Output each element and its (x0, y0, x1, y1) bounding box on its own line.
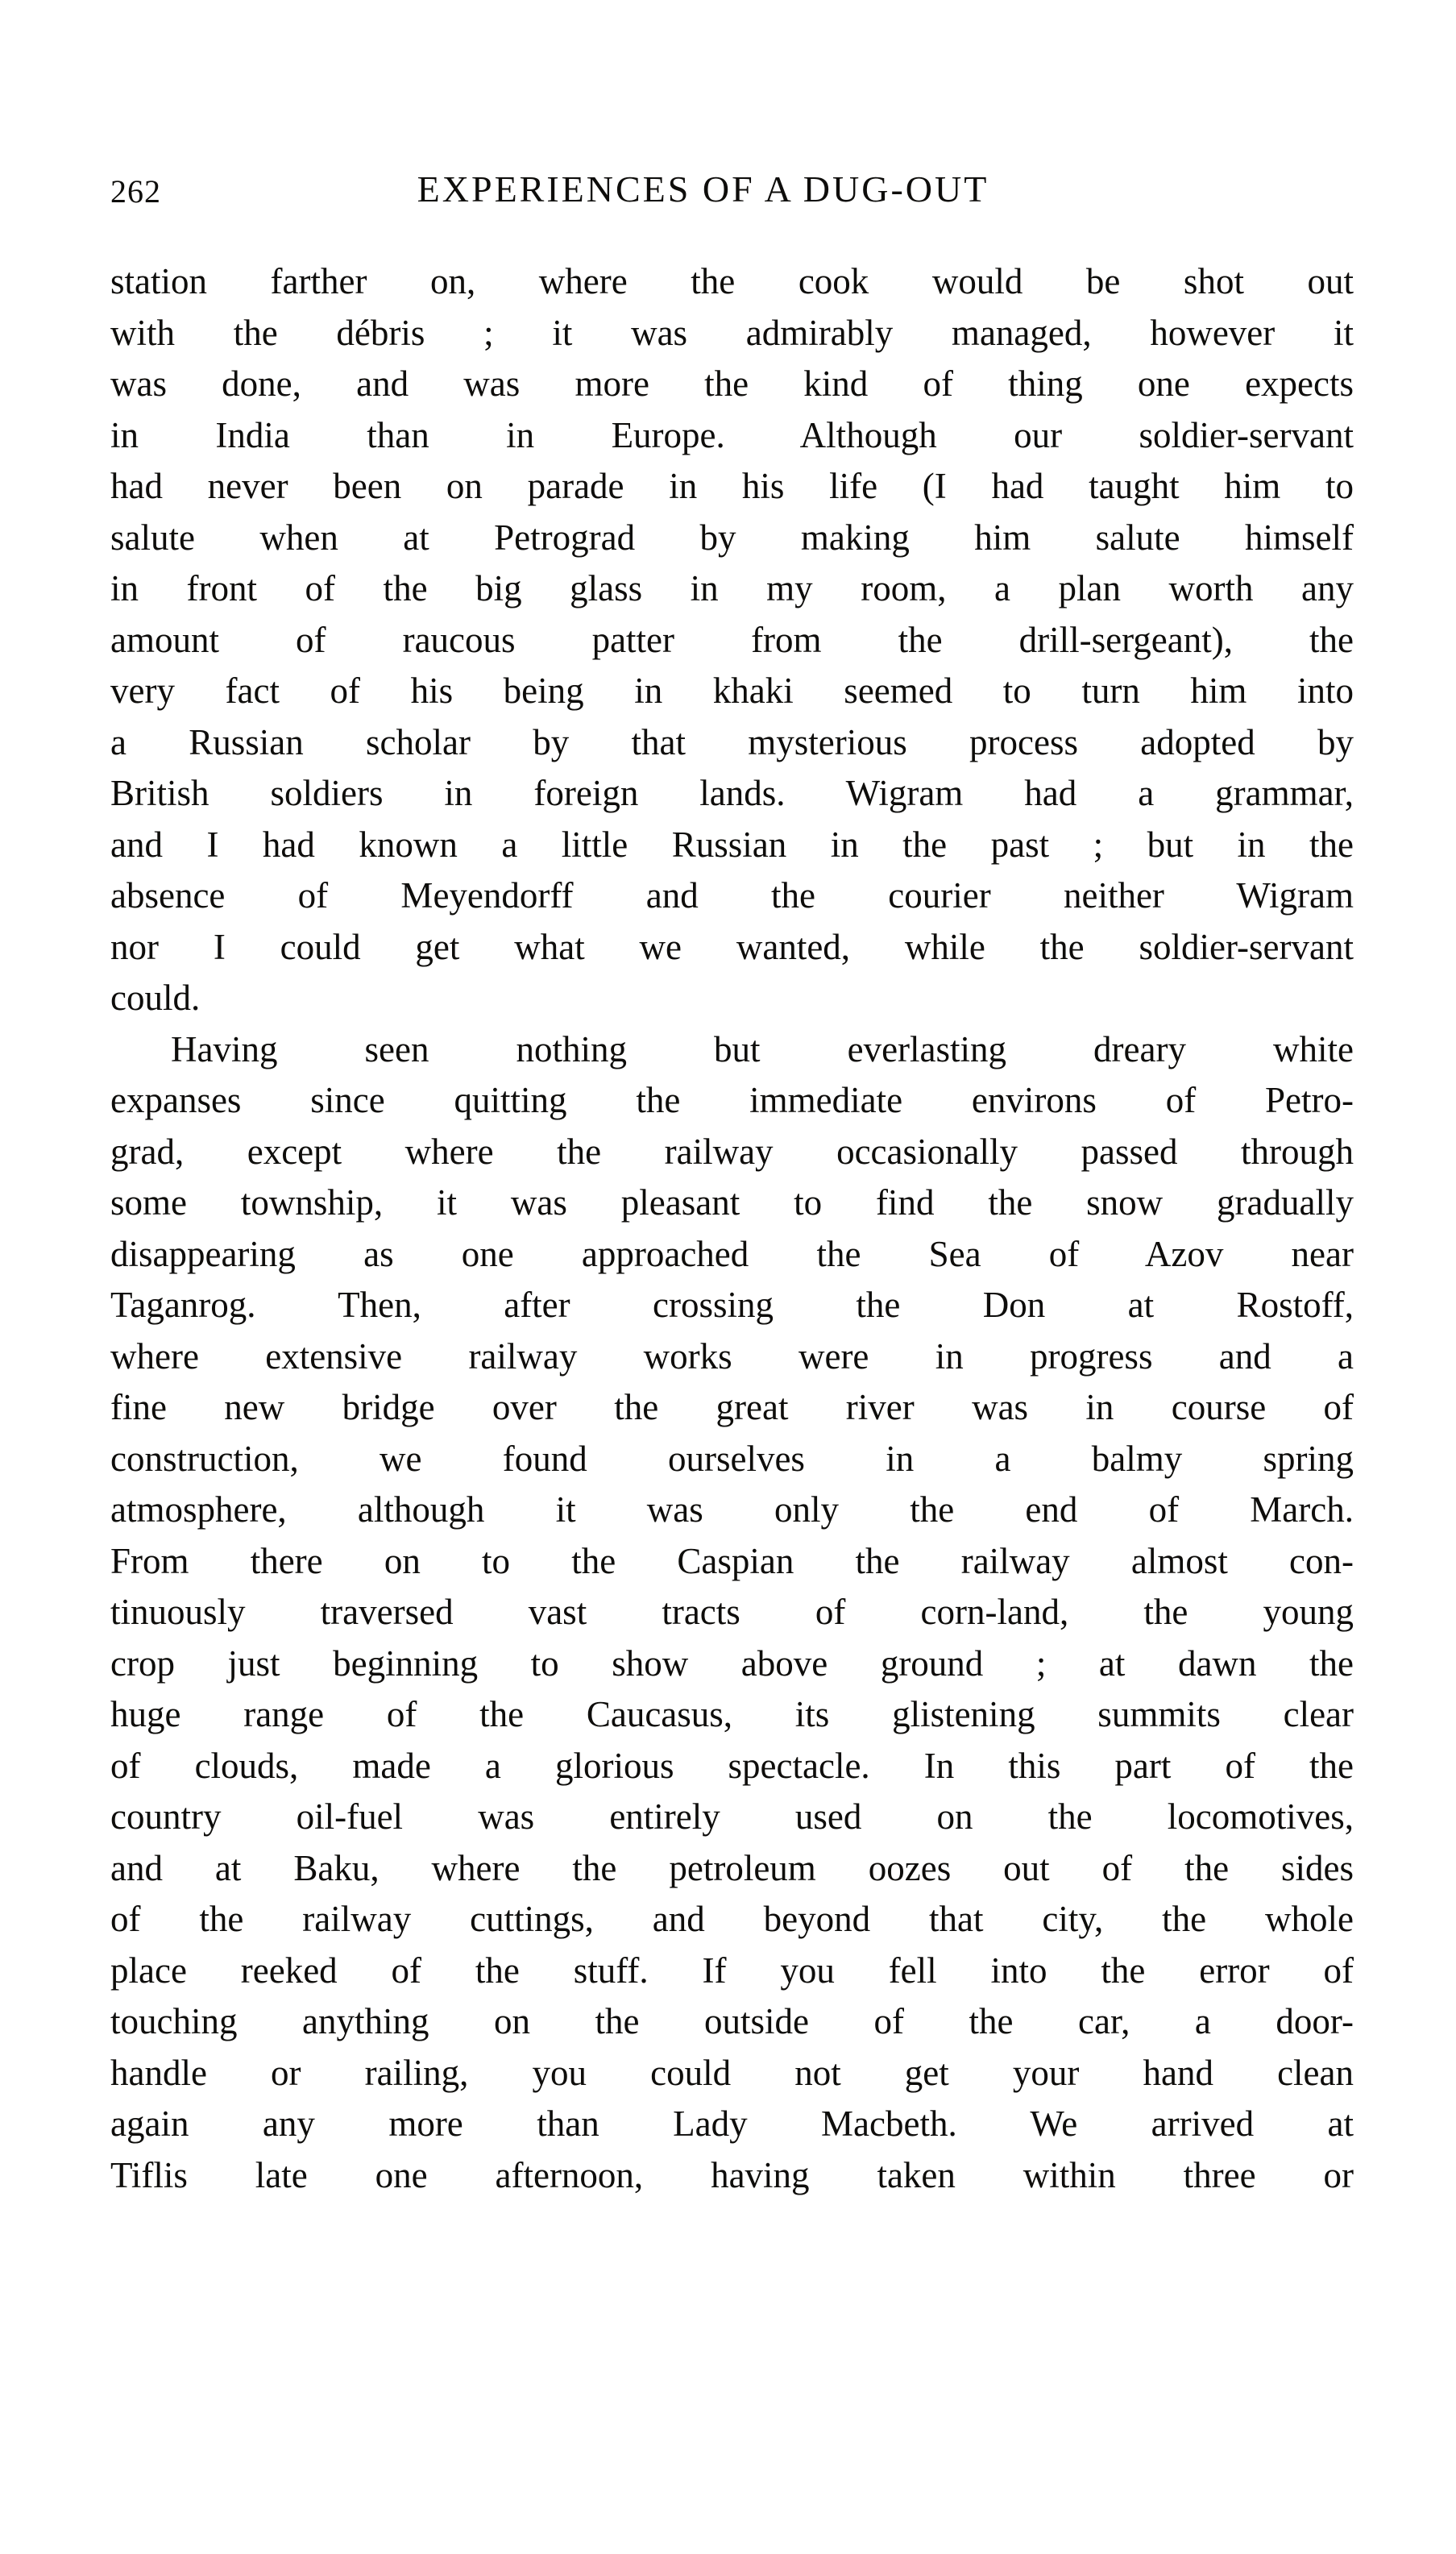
text-line: in front of the big glass in my room, a plan worth any (110, 568, 1354, 608)
text-line: place reeked of the stuff. If you fell into the error of (110, 1950, 1354, 1991)
paragraph (110, 256, 1354, 1024)
page-header (110, 168, 1354, 219)
page-number: 262 (110, 173, 161, 210)
text-line: construction, we found ourselves in a balmy spring (110, 1438, 1354, 1479)
text-line: of the railway cuttings, and beyond that city, the whole (110, 1899, 1354, 1939)
text-line: handle or railing, you could not get your hand clean (110, 2052, 1354, 2093)
text-line: of clouds, made a glorious spectacle. In this part of the (110, 1745, 1354, 1786)
text-line: in India than in Europe. Although our soldier-servant (110, 414, 1354, 455)
text-line: nor I could get what we wanted, while the soldier-servant (110, 926, 1354, 967)
text-line: tinuously traversed vast tracts of corn-land, the young (110, 1592, 1354, 1632)
paragraph (110, 1024, 1354, 2202)
text-line: expanses since quitting the immediate environs of Petro- (110, 1080, 1354, 1120)
text-line: where extensive railway works were in progress and a (110, 1335, 1354, 1377)
text-line: had never been on parade in his life (I had taught him to (110, 466, 1354, 506)
text-line: absence of Meyendorff and the courier neither Wigram (110, 875, 1354, 916)
text-line: station farther on, where the cook would be shot out (110, 261, 1354, 301)
text-line: Tiflis late one afternoon, having taken within three or (110, 2154, 1354, 2195)
text-line: touching anything on the outside of the car, a door- (110, 2001, 1354, 2041)
text-line: fine new bridge over the great river was in course of (110, 1387, 1354, 1427)
text-line: huge range of the Caucasus, its glistening summits clear (110, 1694, 1354, 1734)
text-line: and I had known a little Russian in the past ; but in the (110, 824, 1354, 865)
text-line: British soldiers in foreign lands. Wigram had a grammar, (110, 773, 1354, 813)
text-line: atmosphere, although it was only the end of March. (110, 1489, 1354, 1530)
text-line: Having seen nothing but everlasting dreary white (171, 1028, 1354, 1069)
text-line: grad, except where the railway occasionally passed through (110, 1131, 1354, 1172)
text-line: some township, it was pleasant to find the snow gradually (110, 1182, 1354, 1223)
text-line: very fact of his being in khaki seemed to turn him into (110, 671, 1354, 711)
text-line: was done, and was more the kind of thing one expects (110, 363, 1354, 404)
text-line: From there on to the Caspian the railway almost con- (110, 1540, 1354, 1581)
text-line: Taganrog. Then, after crossing the Don at Rostoff, (110, 1285, 1354, 1325)
text-line: and at Baku, where the petroleum oozes out of the sides (110, 1847, 1354, 1888)
text-line: disappearing as one approached the Sea of Azov near (110, 1233, 1354, 1274)
text-line: crop just beginning to show above ground ; at dawn the (110, 1642, 1354, 1684)
text-line: amount of raucous patter from the drill-sergeant), the (110, 619, 1354, 660)
text-line: could. (110, 978, 201, 1018)
text-line: country oil-fuel was entirely used on the locomotives, (110, 1796, 1354, 1837)
text-line: salute when at Petrograd by making him salute himself (110, 517, 1354, 558)
text-line: with the débris ; it was admirably managed, however it (110, 312, 1354, 353)
running-title: EXPERIENCES OF A DUG-OUT (417, 168, 989, 210)
text-line: again any more than Lady Macbeth. We arrived at (110, 2103, 1354, 2144)
text-line: a Russian scholar by that mysterious process adopted by (110, 721, 1354, 762)
page-body (110, 256, 1354, 2201)
